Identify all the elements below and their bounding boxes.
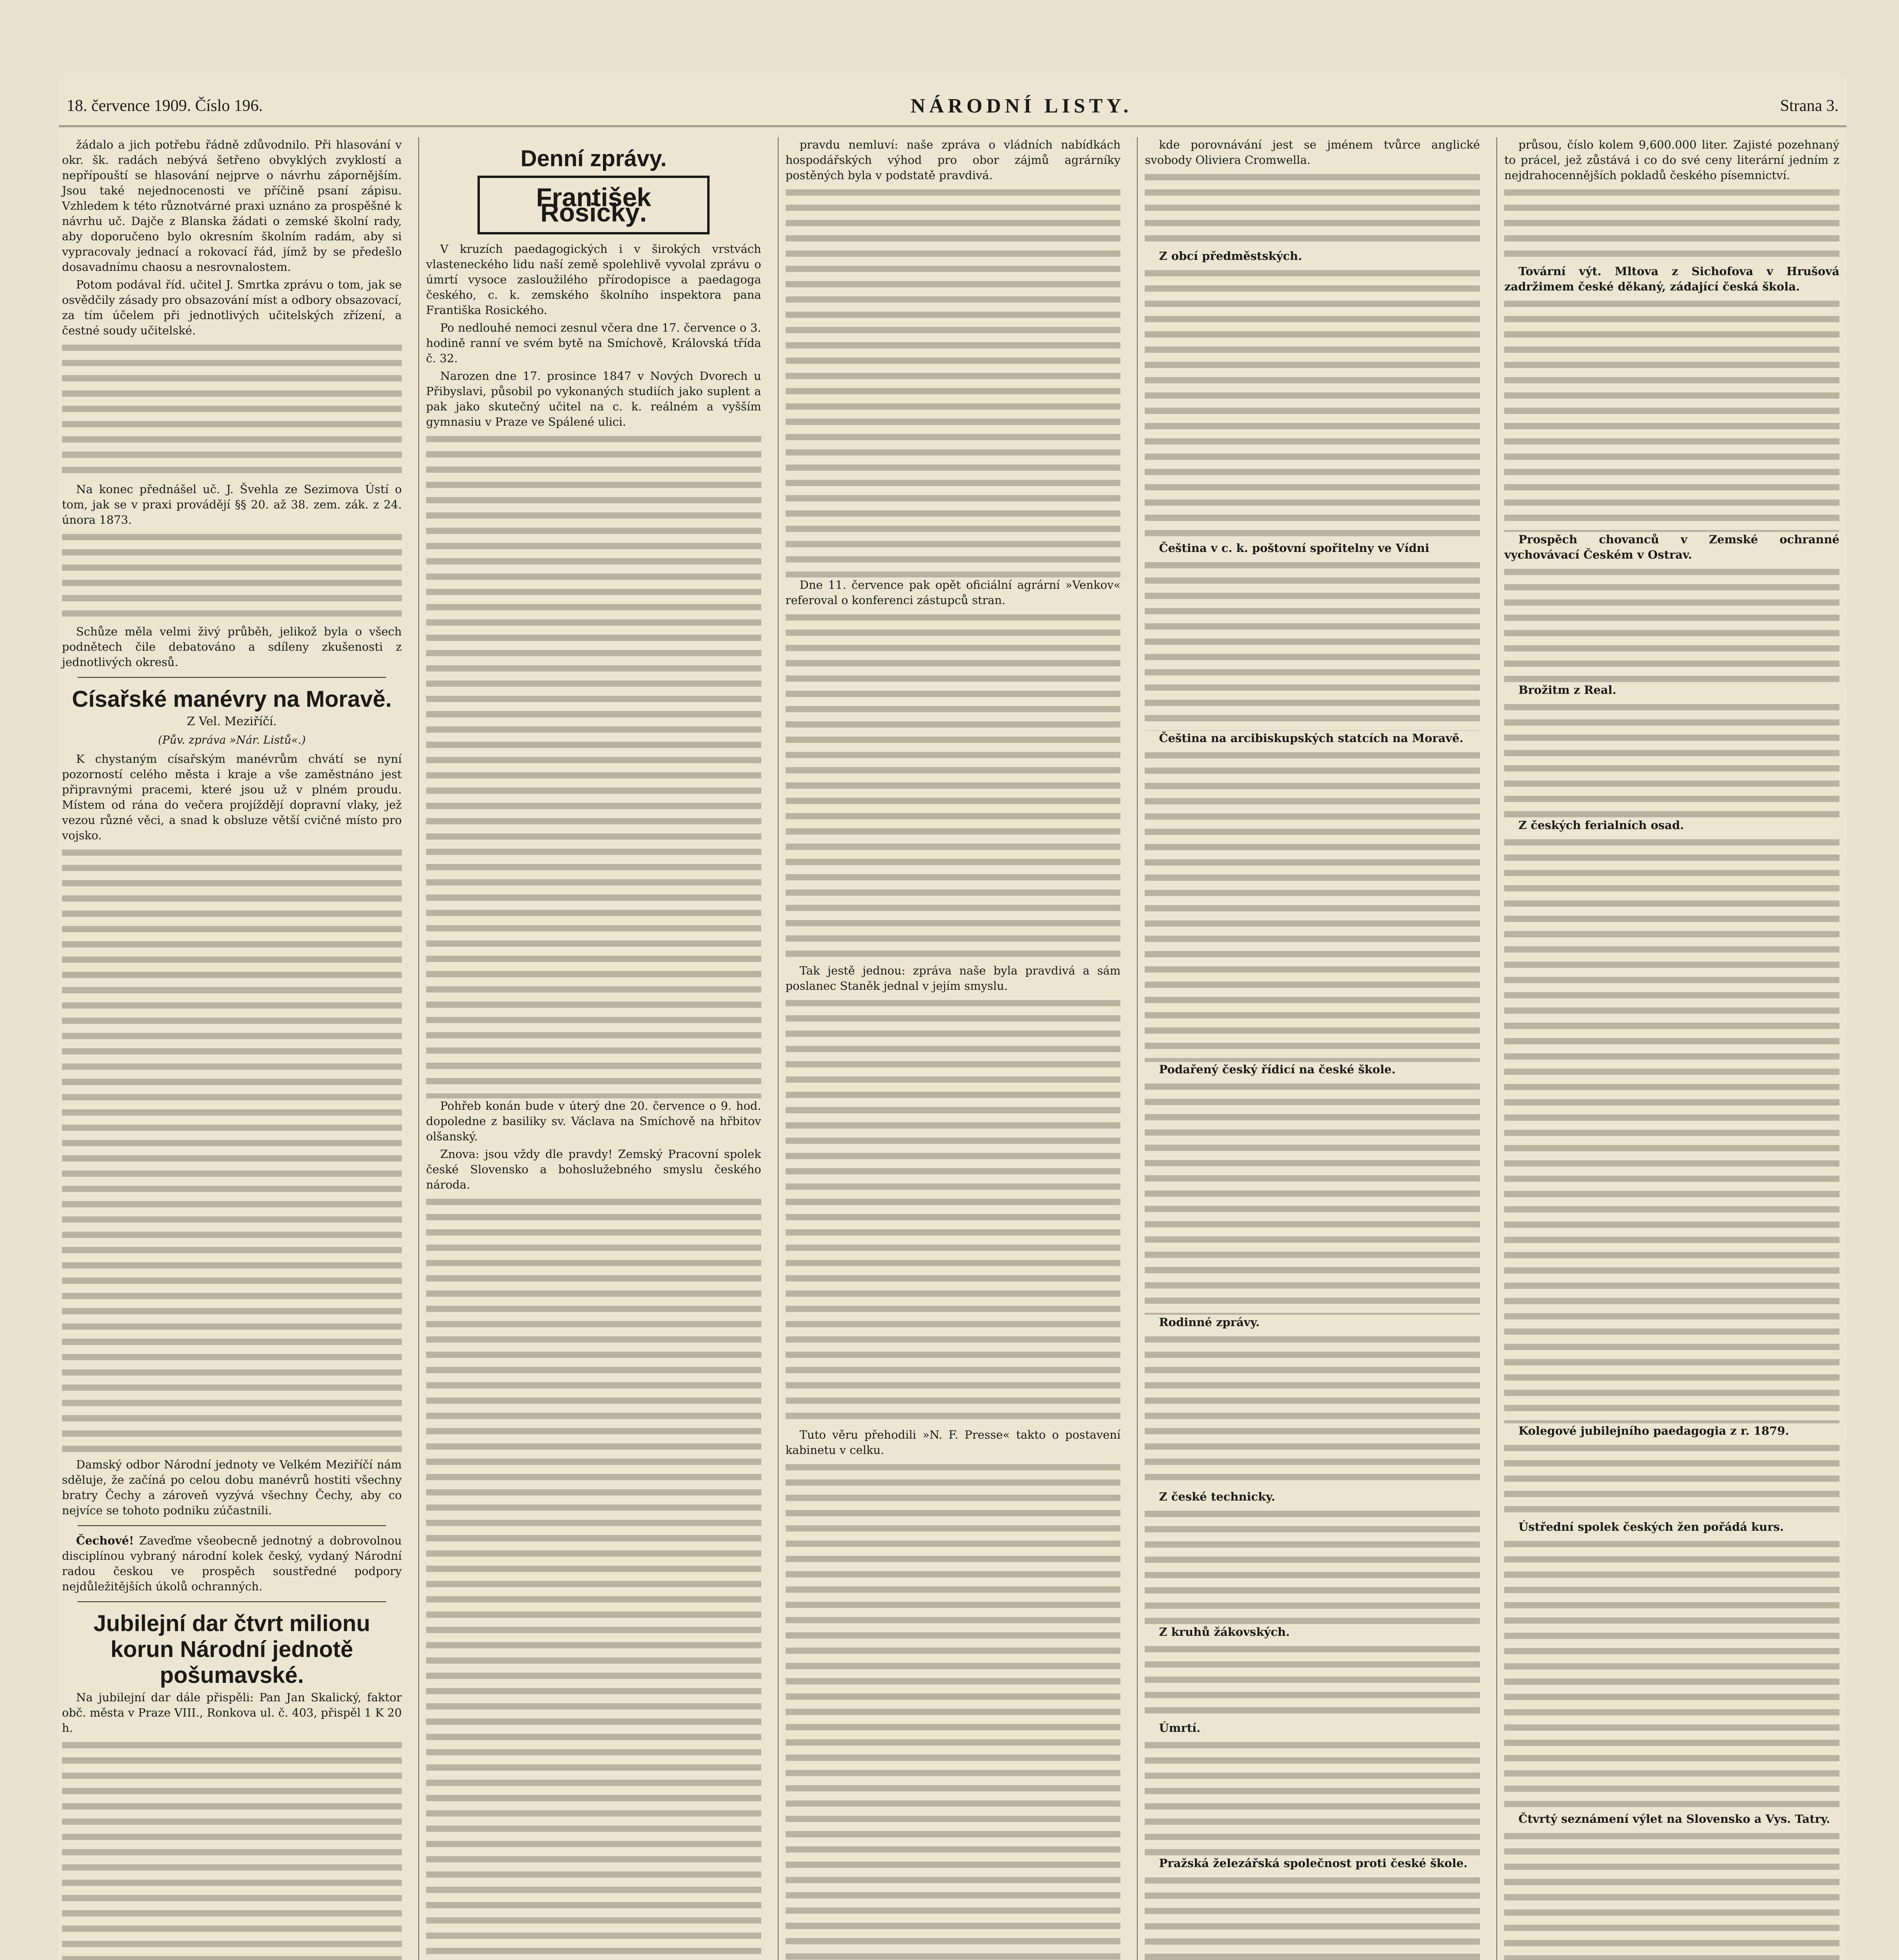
section-heading bbox=[1145, 1062, 1480, 1077]
section-heading bbox=[1504, 1519, 1839, 1535]
paragraph: Po nedlouhé nemoci zesnul včera dne 17. července o 3. hodině ranní ve svém bytě na Smíchově, Královská třída č. 32. bbox=[426, 321, 761, 365]
section-heading bbox=[1145, 541, 1480, 556]
text-body bbox=[1145, 266, 1480, 541]
text-body bbox=[62, 1738, 402, 1960]
text-body bbox=[1504, 1829, 1839, 1960]
section-heading bbox=[1145, 1489, 1480, 1504]
text-body bbox=[1145, 170, 1480, 249]
text-body bbox=[786, 185, 1121, 577]
divider bbox=[78, 1525, 386, 1526]
paragraph: V kruzích paedagogických i v širokých vrstvách vlasteneckého lidu naší země spolehlivě vyvolal zprávu o úmrtí vysoce zasloužilého přírodopisce a paedagoga českého, c. k. zemského školního inspektora pana Františka Rosického. bbox=[426, 242, 761, 317]
section-title: Denní zprávy. bbox=[520, 146, 667, 171]
heading-text: Z českých ferialních osad. bbox=[1518, 818, 1684, 832]
text-body bbox=[1504, 700, 1839, 818]
heading-text: Ústřední spolek českých žen pořádá kurs. bbox=[1518, 1520, 1784, 1534]
heading-text: Z kruhů žákovských. bbox=[1159, 1625, 1290, 1639]
paragraph: Schůze měla velmi živý průběh, jelikož byla o všech podnětech čile debatováno a sdíleny zkušenosti z jednotlivých okresů. bbox=[62, 625, 402, 669]
section-heading bbox=[1504, 264, 1839, 294]
text-body bbox=[1145, 1873, 1480, 1960]
paragraph: Potom podával říd. učitel J. Smrtka zprávu o tom, jak se osvědčily zásady pro obsazování míst a odbory obsazovací, za tím účelem při jednotlivých učitelských zřízení, a čestné soudy učitelské. bbox=[62, 278, 402, 337]
text-body bbox=[62, 341, 402, 482]
text-body bbox=[786, 996, 1121, 1427]
section-heading bbox=[1504, 1811, 1839, 1827]
column-3 bbox=[778, 137, 1128, 1960]
paragraph: K chystaným císařským manévrům chvátí se nyní pozorností celého města i kraje a vše zaměstnáno jest připravnými pracemi, které jsou už v plném proudu. Místem od rána do večera projíždějí dopravní vlaky, jež vezou různé věci, a snad k obsluze větší cvičné místo pro vojsko. bbox=[62, 752, 402, 842]
text-body bbox=[426, 1195, 761, 1960]
text-body bbox=[1145, 1080, 1480, 1315]
column-4 bbox=[1137, 137, 1487, 1960]
text-body bbox=[1504, 297, 1839, 532]
heading-text: Prospěch chovanců v Zemské ochranné vychovávací Českém v Ostrav. bbox=[1504, 533, 1839, 561]
paragraph: kde porovnávání jest se jménem tvůrce anglické svobody Oliviera Cromwella. bbox=[1145, 138, 1480, 167]
text-body bbox=[1504, 835, 1839, 1423]
paragraph: Tak jestě jednou: zpráva naše byla pravdivá a sám poslanec Staněk jednal v jejím smyslu. bbox=[785, 964, 1121, 993]
section-heading bbox=[1504, 682, 1839, 698]
heading-text: Podařený český řídicí na české škole. bbox=[1159, 1063, 1396, 1076]
obituary-box: František Rosický. bbox=[477, 176, 710, 234]
section-heading bbox=[1145, 1624, 1480, 1640]
divider bbox=[78, 1601, 386, 1602]
text-body bbox=[1504, 1537, 1839, 1811]
paragraph bbox=[62, 1533, 402, 1594]
text-body bbox=[786, 1460, 1121, 1960]
paragraph: žádalo a jich potřebu řádně zdůvodnilo. Při hlasování v okr. šk. radách nebývá šetřeno obvyklých zvyklostí a nepřípouští se hlasování nejprve o návrhu zápornějším. Jsou také nejednocenosti ve příčině psaní zápisu. Vzhledem k této různotvárné praxi uznáno za prospěšné k návrhu uč. Dajče z Blanska žádati o zemské školní rady, aby doporučeno bylo okresním školním radám, aby si vypracovaly jednací a rokovací řád, jímž by se předešlo dosavadnímu chaosu a nesrovnalostem. bbox=[62, 138, 402, 274]
article-byline: (Pův. zpráva »Nár. Listů«.) bbox=[158, 733, 306, 746]
text-body bbox=[786, 610, 1121, 963]
column-1 bbox=[59, 137, 409, 1960]
paragraph: průsou, číslo kolem 9,600.000 liter. Zajisté pozehnaný to prácel, jež zůstává i co do své ceny literární jedním z nejdrahocennějších pokladů českého písemnictví. bbox=[1504, 138, 1839, 182]
article-title: Císařské manévry na Moravě. bbox=[72, 686, 392, 712]
text-body bbox=[62, 846, 402, 1457]
text-body bbox=[1145, 1642, 1480, 1720]
heading-text: Kolegové jubilejního paedagogia z r. 1879. bbox=[1518, 1424, 1789, 1437]
divider bbox=[78, 677, 386, 678]
paragraph: pravdu nemluví: naše zpráva o vládních nabídkách hospodářských výhod pro obor zájmů agrárníky postěných byla v podstatě pravdivá. bbox=[785, 138, 1121, 182]
page-header bbox=[59, 86, 1846, 127]
section-heading bbox=[1145, 1315, 1480, 1330]
heading-text: Z české technicky. bbox=[1159, 1490, 1275, 1503]
text-body bbox=[1504, 1441, 1839, 1519]
text-body bbox=[1504, 185, 1839, 264]
section-heading bbox=[1145, 1856, 1480, 1871]
heading-text: Čeština na arcibiskupských statcích na Moravě. bbox=[1159, 731, 1463, 745]
section-heading bbox=[1145, 731, 1480, 746]
column-2 bbox=[418, 137, 768, 1960]
issue-date: 18. července 1909. Číslo 196. bbox=[67, 97, 263, 115]
column-5 bbox=[1496, 137, 1846, 1960]
paragraph: Dne 11. července pak opět oficiální agrární »Venkov« referoval o konferenci zástupců stran. bbox=[785, 578, 1121, 607]
paragraph: Narozen dne 17. prosince 1847 v Nových Dvorech u Přibyslavi, působil po vykonaných studiích jako suplent a pak jako skutečný učitel na c. k. reálném a vyšším gymnasiu v Praze ve Spálené ulici. bbox=[426, 369, 761, 428]
paragraph: Na jubilejní dar dále přispěli: Pan Jan Skalický, faktor obč. města v Praze VIII., Ronkova ul. č. 403, přispěl 1 K 20 h. bbox=[62, 1691, 402, 1735]
article-dateline: Z Vel. Meziříčí. bbox=[187, 715, 277, 728]
heading-text: Rodinné zprávy. bbox=[1159, 1316, 1260, 1329]
heading-text: Z obcí předměstských. bbox=[1159, 249, 1302, 263]
text-body bbox=[1145, 1332, 1480, 1489]
heading-text: Pražská železářská společnost proti české škole. bbox=[1159, 1857, 1468, 1870]
heading-text: Brožitm z Real. bbox=[1518, 683, 1617, 697]
newspaper-page bbox=[59, 78, 1846, 1960]
text-body bbox=[1504, 565, 1839, 682]
text-body bbox=[1145, 1738, 1480, 1856]
paragraph: Pohřeb konán bude v úterý dne 20. července o 9. hod. dopoledne z basiliky sv. Václava na Smíchově na hřbitov olšanský. bbox=[426, 1099, 761, 1143]
page-number: Strana 3. bbox=[1780, 97, 1839, 115]
heading-text: Úmrtí. bbox=[1159, 1721, 1201, 1735]
text-body bbox=[62, 530, 402, 624]
heading-text: Tovární výt. Mltova z Sichofova v Hrušová zadržimem české děkaný, zádající česká škola. bbox=[1504, 265, 1839, 293]
section-heading bbox=[1145, 1720, 1480, 1736]
paragraph: Znova: jsou vždy dle pravdy! Zemský Pracovní spolek české Slovensko a bohoslužebného smyslu českého národa. bbox=[426, 1147, 761, 1191]
text-body bbox=[1145, 748, 1480, 1062]
section-heading bbox=[1504, 818, 1839, 833]
lead-text: Zaveďme všeobecně jednotný a dobrovolnou disciplínou vybraný národní kolek český, vydaný Národní radou českou ve prospěch soustředné podpory nejdůležitějších úkolů ochranných. bbox=[62, 1534, 402, 1593]
heading-text: Čtvrtý seznámení výlet na Slovensko a Vys. Tatry. bbox=[1518, 1812, 1830, 1826]
text-body bbox=[1145, 558, 1480, 731]
lead-word: Čechové! bbox=[76, 1534, 134, 1547]
heading-text: Čeština v c. k. poštovní spořitelny ve Vídni bbox=[1159, 541, 1429, 555]
paragraph: Tuto věru přehodili »N. F. Presse« takto o postavení kabinetu v celku. bbox=[785, 1428, 1121, 1457]
paragraph: Damský odbor Národní jednoty ve Velkém Meziříčí nám sděluje, že začíná po celou dobu manévrů hostiti všechny bratry Čechy a zároveň vyzývá všechny Čechy, aby co nejvíce se tohoto podniku zúčastnili. bbox=[62, 1458, 402, 1517]
section-heading bbox=[1504, 532, 1839, 563]
columns bbox=[59, 137, 1846, 1960]
text-body bbox=[426, 432, 761, 1098]
section-heading bbox=[1145, 249, 1480, 264]
section-heading bbox=[1504, 1423, 1839, 1439]
text-body bbox=[1145, 1507, 1480, 1624]
paragraph: Na konec přednášel uč. J. Švehla ze Sezimova Ústí o tom, jak se v praxi provádějí §§ 20. až 38. zem. zák. z 24. února 1873. bbox=[62, 483, 402, 526]
masthead: NÁRODNÍ LISTY. bbox=[910, 94, 1133, 117]
article-title: Jubilejní dar čtvrt milionu korun Národní jednotě pošumavské. bbox=[93, 1611, 370, 1688]
